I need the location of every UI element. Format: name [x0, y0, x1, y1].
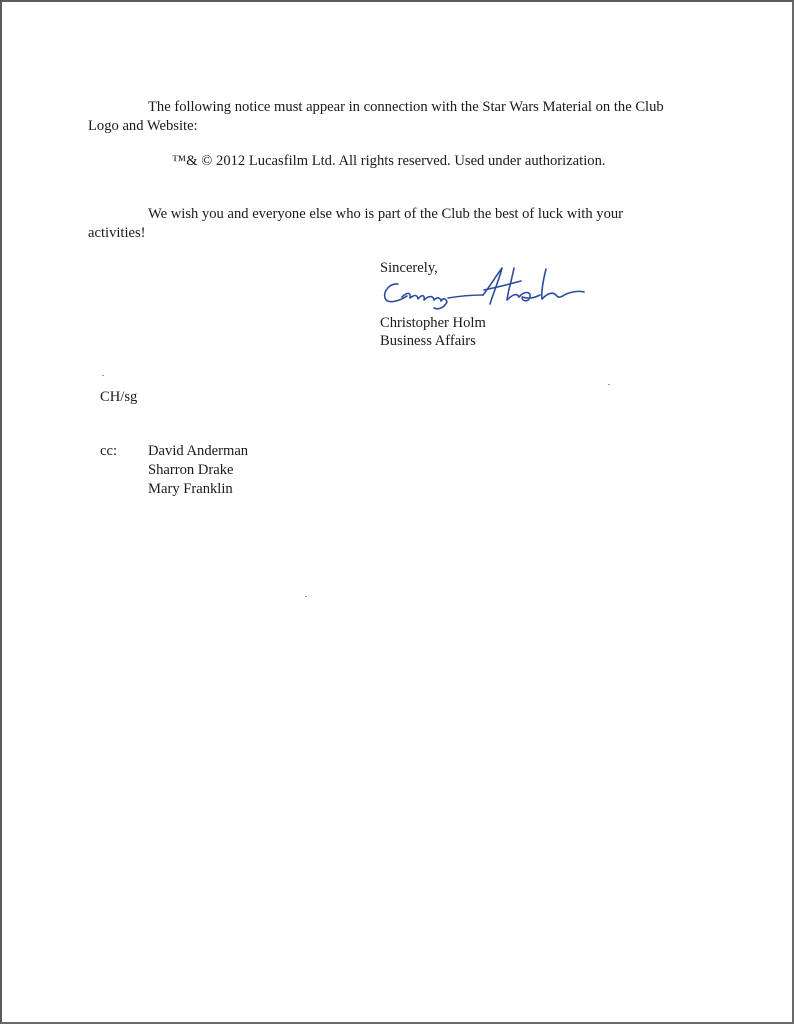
closing: Sincerely, [380, 260, 438, 276]
signature-stroke [519, 293, 540, 301]
signer-title: Business Affairs [380, 333, 476, 349]
scan-speck [608, 384, 610, 385]
typist-initials: CH/sg [100, 389, 138, 405]
handwritten-signature [380, 264, 585, 312]
copyright-notice: ™& © 2012 Lucasfilm Ltd. All rights reserved. Used under authorization. [172, 153, 606, 169]
notice-paragraph-line-1: The following notice must appear in connection with the Star Wars Material on the Club [148, 99, 664, 115]
signature-stroke [542, 269, 584, 299]
cc-recipient: Mary Franklin [148, 481, 233, 497]
wish-paragraph-line-2: activities! [88, 225, 146, 241]
signature-stroke [402, 293, 447, 308]
scan-speck [102, 375, 104, 376]
signature-stroke [385, 284, 407, 302]
cc-recipient: Sharron Drake [148, 462, 234, 478]
wish-paragraph-line-1: We wish you and everyone else who is part of the Club the best of luck with your [148, 206, 624, 222]
scan-speck [305, 596, 307, 597]
cc-label: cc: [100, 443, 118, 459]
cc-recipient: David Anderman [148, 443, 249, 459]
notice-paragraph-line-2: Logo and Website: [88, 118, 198, 134]
signer-name: Christopher Holm [380, 315, 486, 331]
signature-stroke [448, 295, 483, 298]
cc-recipient-list [148, 442, 248, 499]
